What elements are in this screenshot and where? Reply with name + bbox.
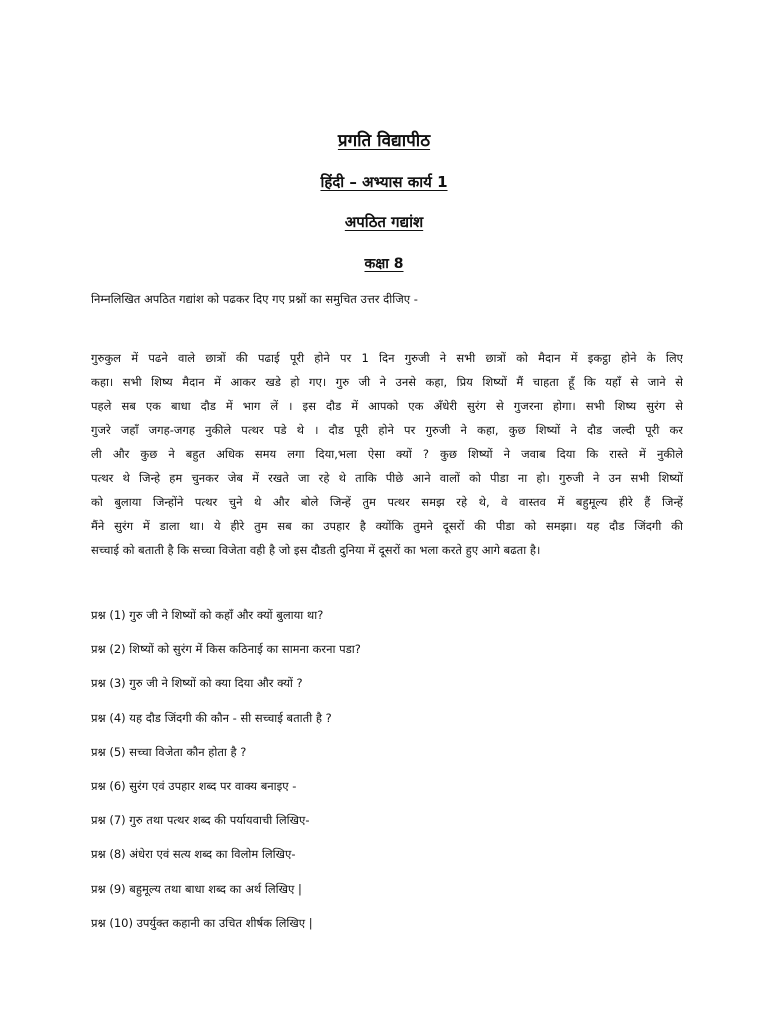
question-list (91, 603, 691, 945)
question-item: प्रश्न (5) सच्चा विजेता कौन होता है ? (91, 744, 247, 759)
passage-line: सच्चाई को बताती है कि सच्चा विजेता वही है जो इस दौडती दुनिया में दूसरों का भला करते हुए आगे बढता है। (91, 543, 541, 557)
question-item: प्रश्न (2) शिष्यों को सुरंग में किस कठिनाई का सामना करना पडा? (91, 642, 361, 657)
passage (91, 346, 683, 562)
question-item: प्रश्न (4) यह दौड जिंदगी की कौन - सी सच्चाई बताती है ? (91, 710, 332, 725)
question-item: प्रश्न (6) सुरंग एवं उपहार शब्द पर वाक्य बनाइए - (91, 778, 297, 793)
question-item: प्रश्न (7) गुरु तथा पत्थर शब्द की पर्यायवाची लिखिए- (91, 813, 310, 828)
passage-line: पहले सब एक बाधा दौड में भाग लें । इस दौड में आपको एक अँधेरी सुरंग से गुजरना होगा। सभी शिष्य सुरंग से (91, 399, 683, 413)
topic-title: अपठित गद्यांश (344, 213, 424, 231)
question-item: प्रश्न (10) उपर्युक्त कहानी का उचित शीर्षक लिखिए | (91, 915, 313, 930)
subject-title: हिंदी – अभ्यास कार्य 1 (320, 173, 448, 191)
question-item: प्रश्न (9) बहुमूल्य तथा बाधा शब्द का अर्थ लिखिए | (91, 881, 302, 896)
instruction-text: निम्नलिखित अपठित गद्यांश को पढकर दिए गए प्रश्नों का समुचित उत्तर दीजिए - (91, 292, 418, 306)
passage-line: मैंने सुरंग में डाला था। ये हीरे तुम सब का उपहार है क्योंकि तुमने दूसरों की पीडा को समझा। यह दौड जिंदगी की (91, 519, 683, 533)
question-item: प्रश्न (1) गुरु जी ने शिष्यों को कहाँ और क्यों बुलाया था? (91, 608, 324, 622)
passage-line: ली और कुछ ने बहुत अधिक समय लगा दिया,भला ऐसा क्यों ? कुछ शिष्यों ने जवाब दिया कि रास्ते में नुकीले (91, 447, 683, 461)
school-title: प्रगति विद्यापीठ (337, 131, 431, 151)
passage-line: को बुलाया जिन्होंने पत्थर चुने थे और बोले जिन्हें तुम पत्थर समझ रहे थे, वे वास्तव में बहुमूल्य हीरे हैं जिन्हें (91, 495, 683, 509)
passage-line: पत्थर थे जिन्हे हम चुनकर जेब में रखते जा रहे थे ताकि पीछे आने वालों को पीडा ना हो। गुरुजी ने उन सभी शिष्यों (91, 471, 683, 485)
class-label: कक्षा 8 (364, 256, 404, 272)
passage-line: गुरुकुल में पढने वाले छात्रों की पढाई पूरी होने पर 1 दिन गुरुजी ने सभी छात्रों को मैदान में इकट्ठा होने के लिए (91, 351, 683, 365)
question-item: प्रश्न (3) गुरु जी ने शिष्यों को क्या दिया और क्यों ? (91, 676, 303, 691)
passage-line: कहा। सभी शिष्य मैदान में आकर खडे हो गए। गुरु जी ने उनसे कहा, प्रिय शिष्यों मैं चाहता हूँ कि यहाँ से जाने से (91, 375, 683, 389)
passage-line: गुजरे जहाँ जगह-जगह नुकीले पत्थर पडे थे । दौड पूरी होने पर गुरुजी ने कहा, कुछ शिष्यों ने दौड जल्दी पूरी कर (91, 423, 683, 437)
question-item: प्रश्न (8) अंधेरा एवं सत्य शब्द का विलोम लिखिए- (91, 847, 296, 862)
